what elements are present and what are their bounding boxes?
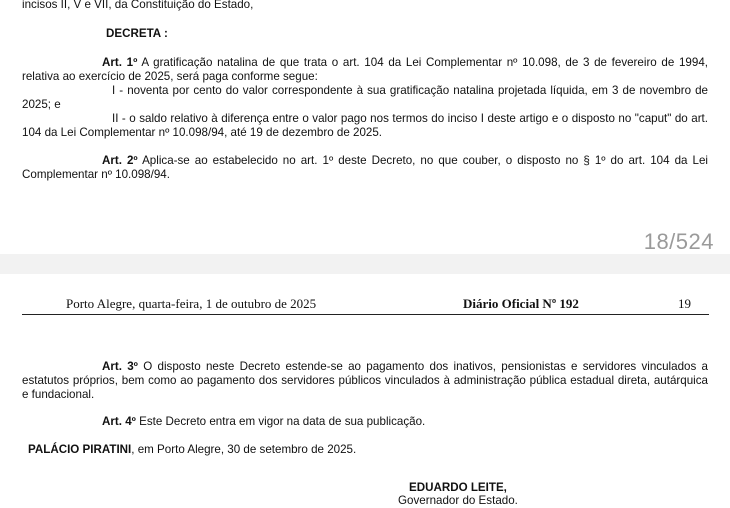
signer-title: Governador do Estado. <box>398 494 518 507</box>
art1-label: Art. 1º <box>102 56 138 69</box>
closing-line <box>28 443 356 457</box>
header-rule <box>22 314 709 315</box>
art3-label: Art. 3º <box>102 360 138 373</box>
header-page-number: 19 <box>678 296 691 311</box>
art2-label: Art. 2º <box>102 154 138 167</box>
header-journal: Diário Oficial Nº 192 <box>463 296 579 311</box>
signer-name <box>409 481 507 495</box>
art1-line-2: relativa ao exercício de 2025, será paga conforme segue: <box>22 70 318 83</box>
art4-line <box>102 415 425 429</box>
decreta-text: DECRETA : <box>106 27 168 40</box>
inciso-2-line-1: II - o saldo relativo à diferença entre o valor pago nos termos do inciso I deste artigo e o disposto no "caput" do art. <box>112 112 708 125</box>
art4-text: Este Decreto entra em vigor na data de sua publicação. <box>139 415 426 428</box>
signer-name-text: EDUARDO LEITE, <box>409 481 507 494</box>
header-place-date: Porto Alegre, quarta-feira, 1 de outubro de 2025 <box>66 296 317 311</box>
closing-text: , em Porto Alegre, 30 de setembro de 2025. <box>131 443 357 456</box>
art3-line-2: estatutos próprios, bem como ao pagamento dos servidores públicos vinculados à administração pública estadual direta, autárquica <box>22 374 708 387</box>
art3-text-1: O disposto neste Decreto estende-se ao pagamento dos inativos, pensionistas e servidores vinculados a <box>143 360 708 373</box>
decreta-heading <box>106 27 168 41</box>
inciso-1-line-1: I - noventa por cento do valor correspondente à sua gratificação natalina projetada líquida, em 3 de novembro de <box>112 84 708 97</box>
page-counter: 18/524 <box>643 229 714 254</box>
art4-label: Art. 4º <box>102 415 136 428</box>
art3-line-1 <box>22 360 708 374</box>
page-separator <box>0 254 730 274</box>
art2-text-1: Aplica-se ao estabelecido no art. 1º deste Decreto, no que couber, o disposto no § 1º do art. 104 da Lei <box>142 154 708 167</box>
inciso-1-line-2: 2025; e <box>22 98 61 111</box>
art2-line-1 <box>22 154 708 168</box>
inciso-2-line-2: 104 da Lei Complementar nº 10.098/94, até 19 de dezembro de 2025. <box>22 126 383 139</box>
art2-line-2: Complementar nº 10.098/94. <box>22 168 170 181</box>
art1-line-1 <box>22 56 708 70</box>
art3-line-3: e fundacional. <box>22 388 95 401</box>
closing-place: PALÁCIO PIRATINI <box>28 443 132 456</box>
art1-text-1: A gratificação natalina de que trata o art. 104 da Lei Complementar nº 10.098, de 3 de fevereiro de 1994, <box>141 56 708 69</box>
preamble-line: incisos II, V e VII, da Constituição do Estado, <box>22 0 254 11</box>
